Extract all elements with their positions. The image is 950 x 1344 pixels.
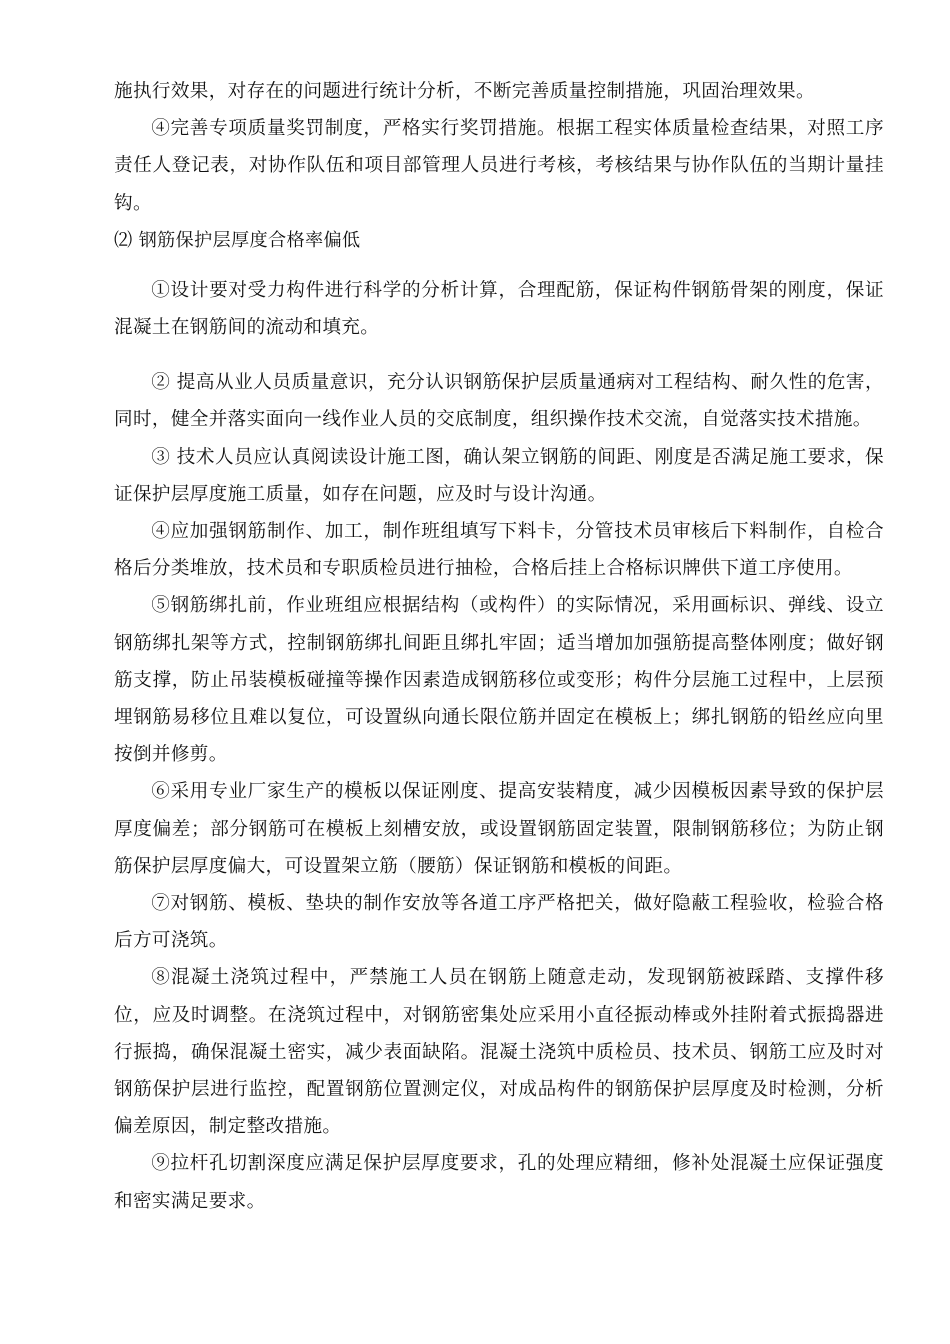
section-heading-rebar-cover: ⑵ 钢筋保护层厚度合格率偏低 [114,229,361,251]
paragraph-item-3-drawings: ③ 技术人员应认真阅读设计施工图，确认架立钢筋的间距、刚度是否满足施工要求，保证保护层厚度施工质量，如存在问题，应及时与设计沟通。 [114,446,884,505]
paragraph-item-5-binding: ⑤钢筋绑扎前，作业班组应根据结构（或构件）的实际情况，采用画标识、弹线、设立钢筋绑扎架等方式，控制钢筋绑扎间距且绑扎牢固；适当增加加强筋提高整体刚度；做好钢筋支撑，防止吊装模板碰撞等操作因素造成钢筋移位或变形；构件分层施工过程中，上层预埋钢筋易移位且难以复位，可设置纵向通长限位筋并固定在模板上；绑扎钢筋的铅丝应向里按倒并修剪。 [114,595,884,766]
paragraph-item-6-formwork: ⑥采用专业厂家生产的模板以保证刚度、提高安装精度，减少因模板因素导致的保护层厚度偏差；部分钢筋可在模板上刻槽安放，或设置钢筋固定装置，限制钢筋移位；为防止钢筋保护层厚度偏大，可设置架立筋（腰筋）保证钢筋和模板的间距。 [114,781,884,877]
paragraph-item-4-reward-penalty: ④完善专项质量奖罚制度，严格实行奖罚措施。根据工程实体质量检查结果，对照工序责任人登记表，对协作队伍和项目部管理人员进行考核，考核结果与协作队伍的当期计量挂钩。 [114,118,884,214]
paragraph-item-7-inspection: ⑦对钢筋、模板、垫块的制作安放等各道工序严格把关，做好隐蔽工程验收，检验合格后方可浇筑。 [114,893,884,952]
paragraph-item-8-pouring: ⑧混凝土浇筑过程中，严禁施工人员在钢筋上随意走动，发现钢筋被踩踏、支撑件移位，应及时调整。在浇筑过程中，对钢筋密集处应采用小直径振动棒或外挂附着式振捣器进行振捣，确保混凝土密实，减少表面缺陷。混凝土浇筑中质检员、技术员、钢筋工应及时对钢筋保护层进行监控，配置钢筋位置测定仪，对成品构件的钢筋保护层厚度及时检测，分析偏差原因，制定整改措施。 [114,967,884,1138]
document-body [114,73,884,1220]
paragraph-item-9-tie-holes: ⑨拉杆孔切割深度应满足保护层厚度要求，孔的处理应精细，修补处混凝土应保证强度和密实满足要求。 [114,1153,884,1212]
paragraph-item-1-design: ①设计要对受力构件进行科学的分析计算，合理配筋，保证构件钢筋骨架的刚度，保证混凝土在钢筋间的流动和填充。 [114,279,884,339]
paragraph-item-4-fabrication: ④应加强钢筋制作、加工，制作班组填写下料卡，分管技术员审核后下料制作，自检合格后分类堆放，技术员和专职质检员进行抽检，合格后挂上合格标识牌供下道工序使用。 [114,521,884,580]
paragraph-item-2-awareness: ② 提高从业人员质量意识，充分认识钢筋保护层质量通病对工程结构、耐久性的危害，同时，健全并落实面向一线作业人员的交底制度，组织操作技术交流，自觉落实技术措施。 [114,372,884,431]
paragraph-continuation: 施执行效果，对存在的问题进行统计分析，不断完善质量控制措施，巩固治理效果。 [114,81,815,102]
